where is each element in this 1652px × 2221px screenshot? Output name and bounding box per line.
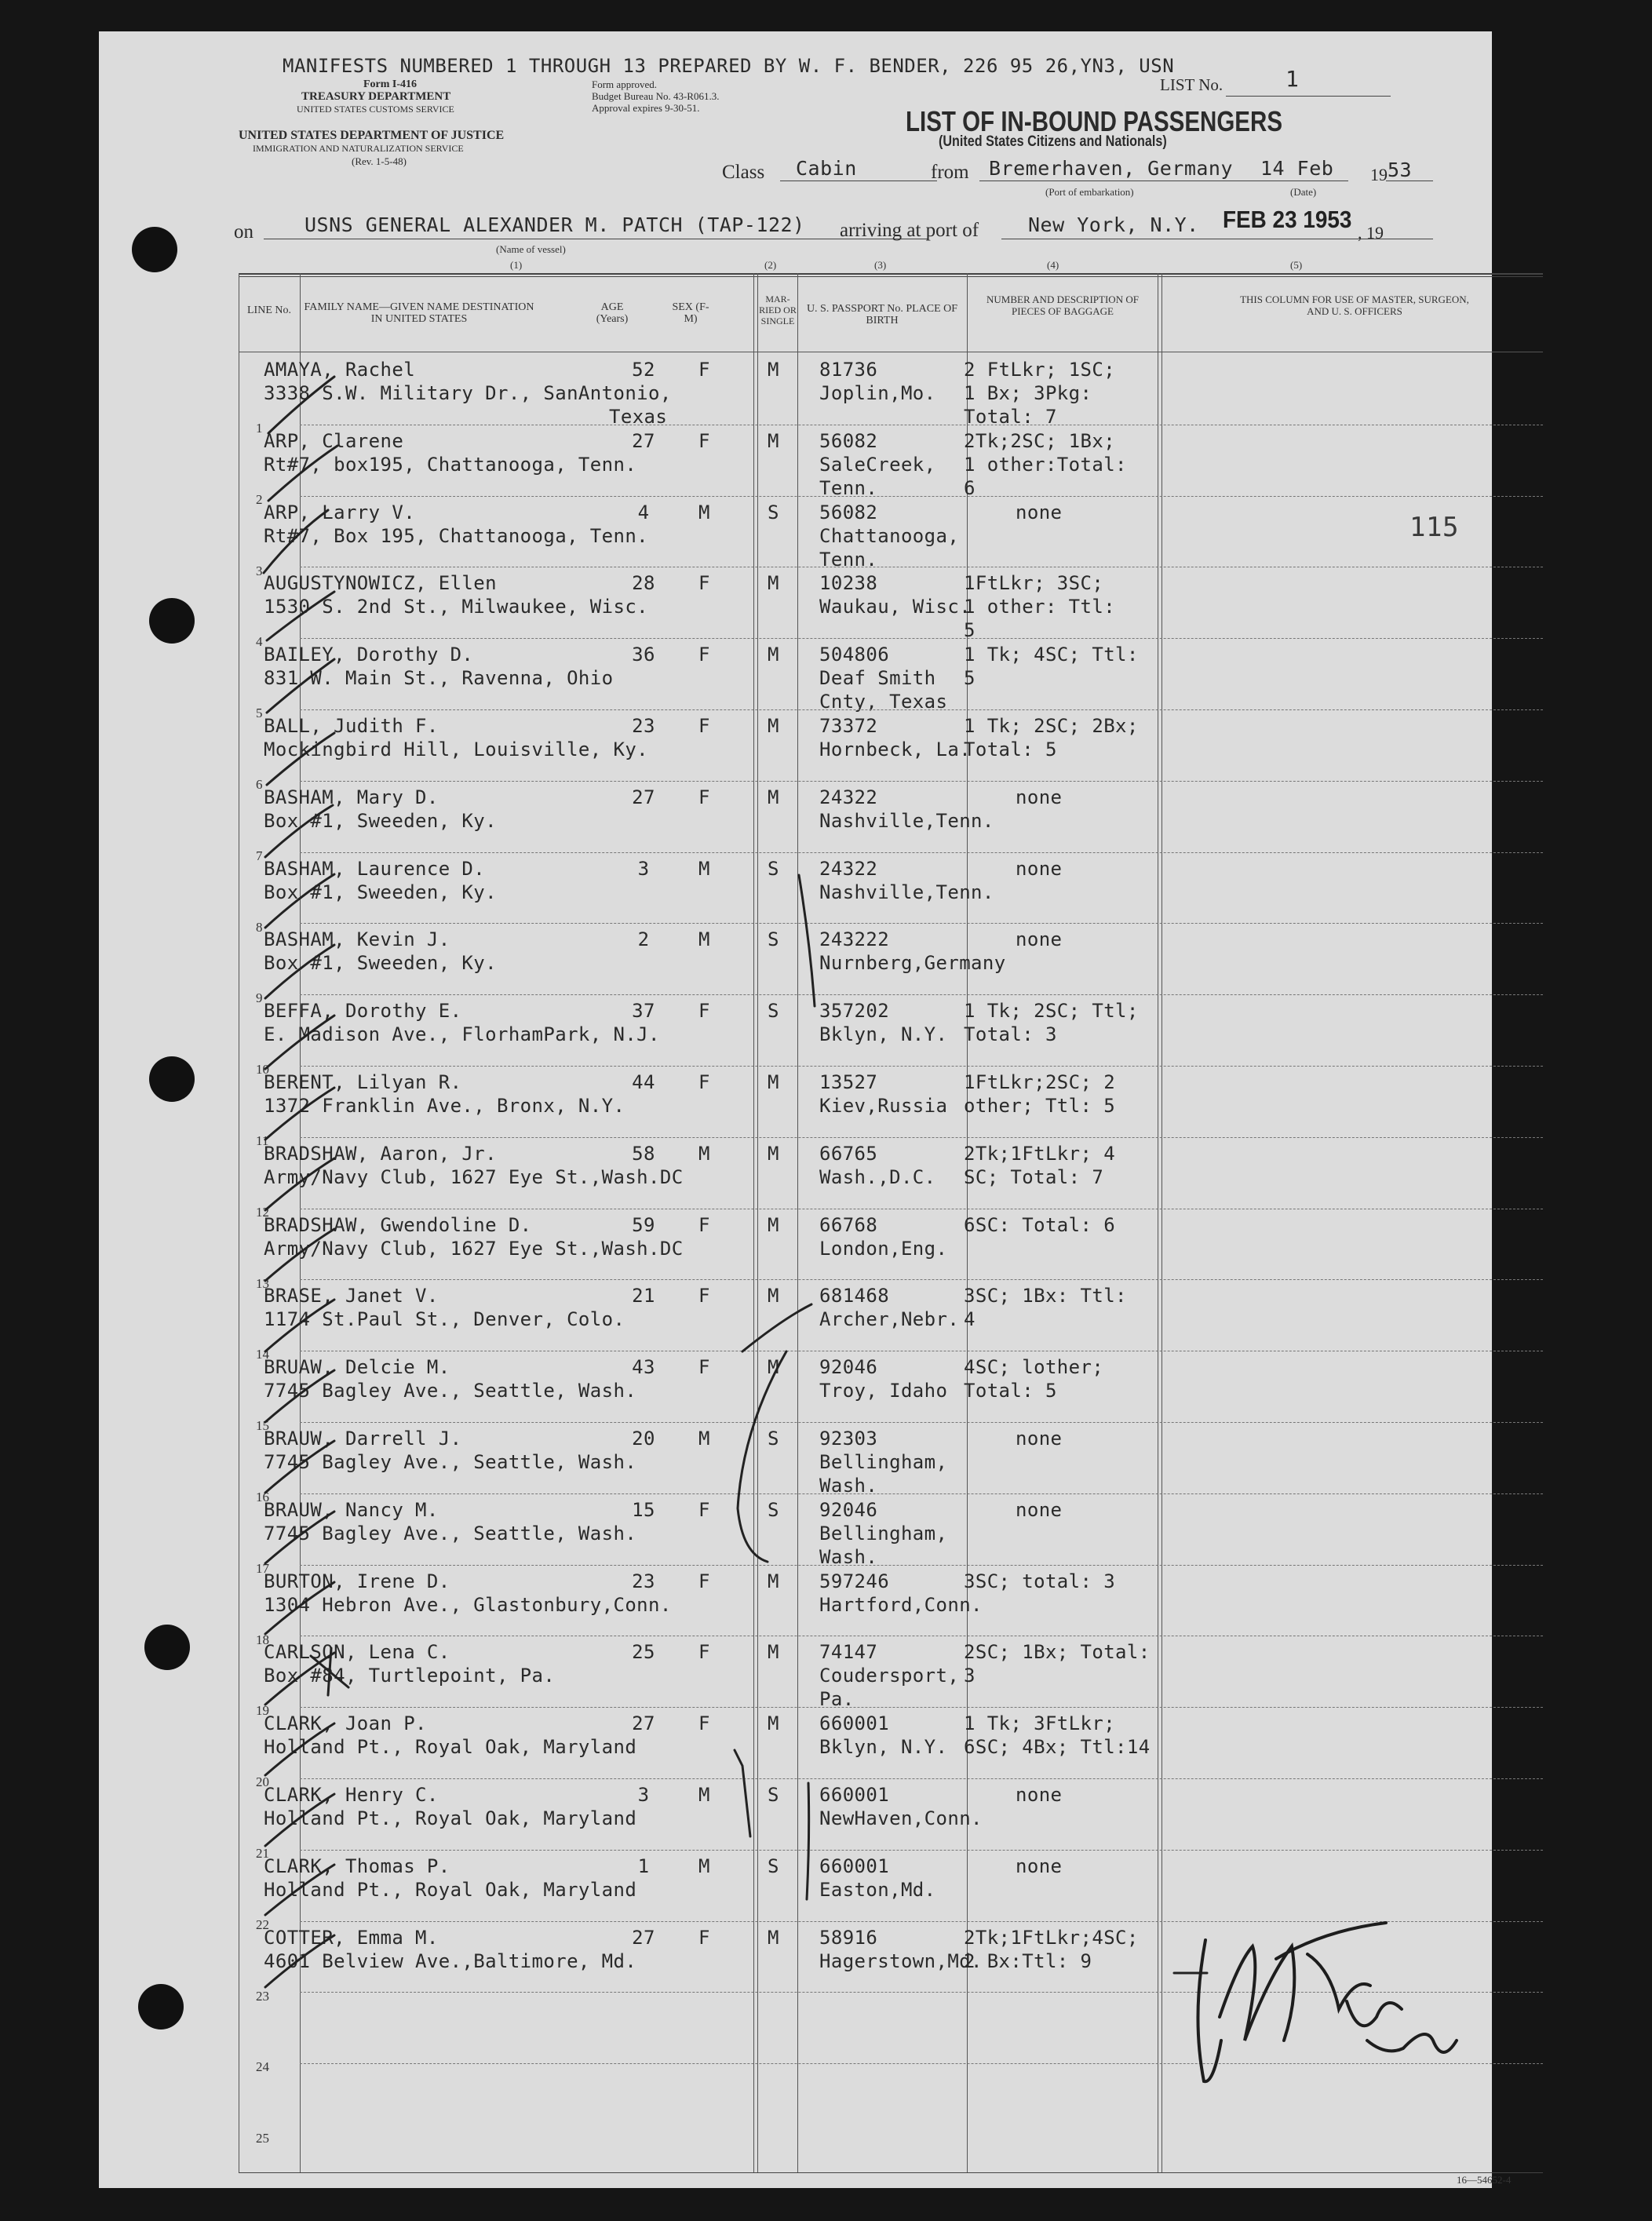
passport-number: 92046: [819, 1498, 878, 1521]
place-of-birth: Bellingham,: [819, 1451, 948, 1473]
destination: 831 W. Main St., Ravenna, Ohio: [264, 667, 614, 690]
marital-status: S: [768, 1428, 779, 1450]
passport-number: 10238: [819, 572, 878, 595]
line-number: 3: [256, 563, 263, 578]
destination: Army/Navy Club, 1627 Eye St.,Wash.DC: [264, 1165, 684, 1188]
passport-number: 81736: [819, 359, 878, 381]
rev-label: (Rev. 1-5-48): [352, 155, 407, 167]
destination: Rt#7, Box 195, Chattanooga, Tenn.: [264, 524, 649, 547]
destination: Holland Pt., Royal Oak, Maryland: [264, 1736, 637, 1759]
place-of-birth-line-2: Pa.: [819, 1688, 855, 1711]
col-num-5: (5): [1290, 259, 1303, 271]
marital-status: M: [768, 1712, 779, 1735]
sex: F: [698, 1712, 710, 1735]
manifest-note: MANIFESTS NUMBERED 1 THROUGH 13 PREPARED BY W. F. BENDER, 226 95 26,YN3, USN: [283, 55, 1175, 77]
passport-number: 660001: [819, 1712, 890, 1735]
age: 52: [632, 359, 655, 381]
place-of-birth: Bklyn, N.Y.: [819, 1736, 948, 1759]
place-of-birth: Easton,Md.: [819, 1878, 936, 1901]
destination: E. Madison Ave., FlorhamPark, N.J.: [264, 1023, 660, 1046]
destination-line-2: Texas: [609, 406, 668, 428]
passenger-name: ARP, Larry V.: [264, 501, 416, 523]
sex: M: [698, 857, 710, 880]
marital-status: M: [768, 1213, 779, 1236]
vessel-name: USNS GENERAL ALEXANDER M. PATCH (TAP-122): [305, 213, 805, 236]
sex: F: [698, 1285, 710, 1307]
date-value: 14 Feb: [1260, 157, 1334, 180]
sex: F: [698, 644, 710, 666]
passport-number: 660001: [819, 1854, 890, 1877]
passenger-name: BRAUW, Nancy M.: [264, 1498, 439, 1521]
destination: 7745 Bagley Ave., Seattle, Wash.: [264, 1451, 637, 1473]
destination: Mockingbird Hill, Louisville, Ky.: [264, 739, 649, 760]
destination: Holland Pt., Royal Oak, Maryland: [264, 1878, 637, 1901]
baggage-line-3: Total: 7: [964, 406, 1057, 428]
place-of-birth-line-2: Tenn.: [819, 548, 878, 571]
destination: Holland Pt., Royal Oak, Maryland: [264, 1807, 637, 1829]
place-of-birth: SaleCreek,: [819, 453, 936, 476]
baggage: 2Tk;2SC; 1Bx;: [964, 429, 1116, 452]
age: 25: [632, 1641, 655, 1664]
destination: Army/Navy Club, 1627 Eye St.,Wash.DC: [264, 1237, 684, 1260]
sex: M: [698, 928, 710, 951]
on-label: on: [234, 221, 253, 243]
footer-code: 16—54652-4: [1457, 2174, 1512, 2186]
marital-status: M: [768, 1071, 779, 1093]
punch-hole: [144, 1625, 190, 1670]
baggage: none: [1016, 928, 1063, 951]
destination: 4601 Belview Ave.,Baltimore, Md.: [264, 1949, 637, 1972]
place-of-birth-line-2: Cnty, Texas: [819, 691, 948, 713]
place-of-birth: Hagerstown,Md.: [819, 1949, 983, 1972]
sex: F: [698, 1570, 710, 1592]
place-of-birth: NewHaven,Conn.: [819, 1807, 983, 1829]
line-number: 9: [256, 990, 263, 1006]
age: 27: [632, 1712, 655, 1735]
line-number: 12: [256, 1204, 269, 1220]
place-of-birth: Bklyn, N.Y.: [819, 1023, 948, 1046]
baggage: 2Tk;1FtLkr; 4: [964, 1142, 1116, 1165]
line-number: 5: [256, 706, 263, 721]
age: 36: [632, 644, 655, 666]
baggage: 2SC; 1Bx; Total:: [964, 1641, 1151, 1664]
passport-number: 24322: [819, 786, 878, 808]
col-header-married: MAR-RIED OR SINGLE: [759, 294, 797, 326]
sex: F: [698, 1000, 710, 1023]
officer-note: 115: [1409, 512, 1459, 543]
line-number: 24: [256, 2059, 269, 2075]
date-caption: (Date): [1290, 186, 1317, 198]
line-number: 11: [256, 1133, 269, 1148]
line-number: 20: [256, 1774, 269, 1790]
destination: Box #1, Sweeden, Ky.: [264, 952, 497, 975]
baggage: 4SC; lother;: [964, 1356, 1104, 1379]
passenger-name: AUGUSTYNOWICZ, Ellen: [264, 572, 497, 595]
sex: M: [698, 501, 710, 523]
passenger-name: BRASE, Janet V.: [264, 1285, 439, 1307]
place-of-birth: Chattanooga,: [819, 524, 960, 547]
destination: 1530 S. 2nd St., Milwaukee, Wisc.: [264, 596, 649, 618]
age: 15: [632, 1498, 655, 1521]
passport-number: 92046: [819, 1356, 878, 1379]
approval-expires: Approval expires 9-30-51.: [592, 102, 700, 114]
place-of-birth: Nashville,Tenn.: [819, 881, 994, 903]
passenger-name: ARP, Clarene: [264, 429, 404, 452]
passenger-name: CLARK, Henry C.: [264, 1784, 439, 1806]
line-number: 2: [256, 491, 263, 507]
treasury-label: TREASURY DEPARTMENT: [301, 90, 451, 103]
place-of-birth: Coudersport,: [819, 1665, 960, 1687]
passport-number: 56082: [819, 501, 878, 523]
place-of-birth: Waukau, Wisc.: [819, 596, 972, 618]
class-value: Cabin: [796, 157, 857, 180]
place-of-birth-line-2: Wash.: [819, 1475, 878, 1497]
line-number: 15: [256, 1418, 269, 1434]
passport-number: 74147: [819, 1641, 878, 1664]
justice-label: UNITED STATES DEPARTMENT OF JUSTICE: [239, 129, 505, 142]
baggage-line-2: 1 other: Ttl:: [964, 596, 1116, 618]
col-header-name: FAMILY NAME—GIVEN NAME DESTINATION IN UNITED STATES: [304, 301, 534, 325]
destination: Box #84, Turtlepoint, Pa.: [264, 1665, 556, 1687]
passenger-name: BEFFA, Dorothy E.: [264, 1000, 462, 1023]
passenger-name: BERENT, Lilyan R.: [264, 1071, 462, 1093]
place-of-birth: Joplin,Mo.: [819, 382, 936, 404]
punch-hole: [132, 227, 177, 272]
passenger-name: BASHAM, Kevin J.: [264, 928, 450, 951]
inspector-signature: [1198, 1923, 1457, 2081]
baggage-line-2: 1 Bx; 3Pkg:: [964, 382, 1092, 404]
place-of-birth: Hartford,Conn.: [819, 1593, 983, 1616]
sex: F: [698, 1926, 710, 1949]
destination: 3338 S.W. Military Dr., SanAntonio,: [264, 382, 672, 404]
baggage-line-2: Total: 5: [964, 1380, 1057, 1402]
baggage-line-2: 5: [964, 667, 976, 690]
baggage-line-2: Total: 3: [964, 1023, 1057, 1046]
baggage: 1FtLkr;2SC; 2: [964, 1071, 1116, 1093]
marital-status: S: [768, 1000, 779, 1023]
line-number: 17: [256, 1560, 269, 1576]
age: 28: [632, 572, 655, 595]
col-header-officers: THIS COLUMN FOR USE OF MASTER, SURGEON, AND U. S. OFFICERS: [1240, 294, 1469, 317]
arrival-port: New York, N.Y.: [1028, 213, 1199, 236]
destination: Rt#7, box195, Chattanooga, Tenn.: [264, 453, 637, 476]
punch-hole: [138, 1984, 184, 2030]
sex: F: [698, 1071, 710, 1093]
col-header-passport: U. S. PASSPORT No. PLACE OF BIRTH: [806, 303, 958, 326]
line-number: 1: [256, 421, 263, 436]
form-approved: Form approved.: [592, 78, 658, 90]
baggage: 1 Tk; 2SC; 2Bx;: [964, 715, 1139, 737]
sex: F: [698, 1498, 710, 1521]
passenger-name: BRAUW, Darrell J.: [264, 1428, 462, 1450]
budget-bureau: Budget Bureau No. 43-R061.3.: [592, 90, 720, 102]
passenger-name: BRADSHAW, Aaron, Jr.: [264, 1142, 497, 1165]
sex: F: [698, 1641, 710, 1664]
sex: M: [698, 1142, 710, 1165]
baggage: none: [1016, 1784, 1063, 1806]
sex: F: [698, 786, 710, 808]
place-of-birth-line-2: Wash.: [819, 1545, 878, 1568]
baggage: none: [1016, 501, 1063, 523]
line-number: 25: [256, 2131, 269, 2146]
sex: F: [698, 1356, 710, 1379]
age: 27: [632, 786, 655, 808]
marital-status: M: [768, 1285, 779, 1307]
place-of-birth: Bellingham,: [819, 1522, 948, 1544]
passenger-name: BALL, Judith F.: [264, 715, 439, 737]
age: 44: [632, 1071, 655, 1093]
sex: M: [698, 1854, 710, 1877]
passenger-name: CLARK, Joan P.: [264, 1712, 427, 1735]
arrival-stamp: FEB 23 1953: [1223, 206, 1352, 233]
marital-status: M: [768, 644, 779, 666]
marital-status: M: [768, 715, 779, 737]
year-prefix: 19: [1370, 165, 1388, 184]
passenger-name: BASHAM, Mary D.: [264, 786, 439, 808]
line-number: 7: [256, 848, 263, 863]
age: 27: [632, 1926, 655, 1949]
marital-status: S: [768, 928, 779, 951]
destination: 7745 Bagley Ave., Seattle, Wash.: [264, 1522, 637, 1544]
year-suffix: 53: [1388, 159, 1413, 181]
from-label: from: [931, 162, 969, 183]
baggage: none: [1016, 1498, 1063, 1521]
baggage-line-2: 4: [964, 1308, 976, 1331]
passport-number: 597246: [819, 1570, 890, 1592]
baggage: 1FtLkr; 3SC;: [964, 572, 1104, 595]
line-number: 14: [256, 1347, 269, 1362]
passport-number: 58916: [819, 1926, 878, 1949]
age: 58: [632, 1142, 655, 1165]
sex: F: [698, 1213, 710, 1236]
sex: F: [698, 429, 710, 452]
passport-number: 243222: [819, 928, 890, 951]
place-of-birth: Hornbeck, La.: [819, 739, 972, 760]
baggage: 1 Tk; 4SC; Ttl:: [964, 644, 1139, 666]
baggage: 2 FtLkr; 1SC;: [964, 359, 1116, 381]
place-of-birth: Archer,Nebr.: [819, 1308, 960, 1331]
age: 3: [637, 857, 650, 880]
baggage: 3SC; 1Bx: Ttl:: [964, 1285, 1127, 1307]
sex: F: [698, 359, 710, 381]
marital-status: M: [768, 786, 779, 808]
marital-status: M: [768, 1641, 779, 1664]
passport-number: 660001: [819, 1784, 890, 1806]
form-number: Form I-416: [363, 78, 418, 90]
destination: 1372 Franklin Ave., Bronx, N.Y.: [264, 1095, 625, 1117]
handwritten-checkmarks: [99, 31, 1492, 2188]
ins-label: IMMIGRATION AND NATURALIZATION SERVICE: [253, 143, 464, 154]
marital-status: M: [768, 1926, 779, 1949]
age: 23: [632, 715, 655, 737]
baggage: 1 Tk; 3FtLkr;: [964, 1712, 1116, 1735]
baggage-line-2: Total: 5: [964, 739, 1057, 760]
baggage: 6SC: Total: 6: [964, 1213, 1116, 1236]
passenger-name: BURTON, Irene D.: [264, 1570, 450, 1592]
passport-number: 357202: [819, 1000, 890, 1023]
embark-caption: (Port of embarkation): [1045, 186, 1134, 198]
destination: 7745 Bagley Ave., Seattle, Wash.: [264, 1380, 637, 1402]
marital-status: M: [768, 359, 779, 381]
passport-number: 681468: [819, 1285, 890, 1307]
marital-status: M: [768, 572, 779, 595]
arriving-label: arriving at port of: [840, 220, 979, 241]
line-number: 16: [256, 1490, 269, 1504]
destination: 1174 St.Paul St., Denver, Colo.: [264, 1308, 625, 1331]
passenger-name: COTTER, Emma M.: [264, 1926, 439, 1949]
marital-status: S: [768, 1784, 779, 1806]
age: 4: [637, 501, 650, 523]
col-header-sex: SEX (F-M): [672, 301, 709, 325]
line-number: 21: [256, 1846, 269, 1861]
passenger-name: CARLSON, Lena C.: [264, 1641, 450, 1664]
line-number: 23: [256, 1988, 269, 2004]
manifest-page: [99, 31, 1512, 2188]
customs-label: UNITED STATES CUSTOMS SERVICE: [297, 104, 454, 115]
baggage: 3SC; total: 3: [964, 1570, 1116, 1592]
baggage: none: [1016, 1428, 1063, 1450]
age: 21: [632, 1285, 655, 1307]
col-num-4: (4): [1047, 259, 1059, 271]
marital-status: S: [768, 857, 779, 880]
passport-number: 92303: [819, 1428, 878, 1450]
baggage-line-3: 6: [964, 476, 976, 499]
from-value: Bremerhaven, Germany: [989, 157, 1234, 180]
list-no: 1: [1285, 66, 1299, 92]
baggage-line-2: other; Ttl: 5: [964, 1095, 1116, 1117]
passenger-name: BRADSHAW, Gwendoline D.: [264, 1213, 532, 1236]
sex: F: [698, 715, 710, 737]
passport-number: 56082: [819, 429, 878, 452]
age: 59: [632, 1213, 655, 1236]
passport-number: 504806: [819, 644, 890, 666]
class-label: Class: [722, 162, 765, 183]
baggage-line-2: SC; Total: 7: [964, 1165, 1104, 1188]
marital-status: S: [768, 501, 779, 523]
age: 3: [637, 1784, 650, 1806]
sex: M: [698, 1428, 710, 1450]
baggage-line-2: 2 Bx:Ttl: 9: [964, 1949, 1092, 1972]
age: 1: [637, 1854, 650, 1877]
marital-status: M: [768, 1142, 779, 1165]
col-num-3: (3): [874, 259, 887, 271]
list-no-label: LIST No.: [1160, 75, 1224, 94]
col-num-1: (1): [510, 259, 523, 271]
destination: 1304 Hebron Ave., Glastonbury,Conn.: [264, 1593, 672, 1616]
form-subtitle: (United States Citizens and Nationals): [939, 133, 1167, 150]
passport-number: 73372: [819, 715, 878, 737]
baggage-line-2: 3: [964, 1665, 976, 1687]
age: 23: [632, 1570, 655, 1592]
passport-number: 66765: [819, 1142, 878, 1165]
marital-status: S: [768, 1854, 779, 1877]
passenger-name: BRUAW, Delcie M.: [264, 1356, 450, 1379]
baggage-line-2: 6SC; 4Bx; Ttl:14: [964, 1736, 1151, 1759]
marital-status: M: [768, 1570, 779, 1592]
baggage: none: [1016, 786, 1063, 808]
passenger-name: BASHAM, Laurence D.: [264, 857, 486, 880]
line-number: 19: [256, 1703, 269, 1719]
form-title: LIST OF IN-BOUND PASSENGERS: [906, 105, 1283, 137]
baggage-line-2: 1 other:Total:: [964, 453, 1127, 476]
destination: Box #1, Sweeden, Ky.: [264, 881, 497, 903]
punch-hole: [149, 598, 195, 644]
marital-status: M: [768, 429, 779, 452]
place-of-birth: Wash.,D.C.: [819, 1165, 936, 1188]
baggage: none: [1016, 857, 1063, 880]
sex: F: [698, 572, 710, 595]
destination: Box #1, Sweeden, Ky.: [264, 809, 497, 832]
passport-number: 66768: [819, 1213, 878, 1236]
age: 37: [632, 1000, 655, 1023]
marital-status: M: [768, 1356, 779, 1379]
baggage: 1 Tk; 2SC; Ttl;: [964, 1000, 1139, 1023]
passport-number: 13527: [819, 1071, 878, 1093]
punch-hole: [149, 1056, 195, 1102]
line-number: 8: [256, 919, 263, 935]
age: 43: [632, 1356, 655, 1379]
passport-number: 24322: [819, 857, 878, 880]
col-header-baggage: NUMBER AND DESCRIPTION OF PIECES OF BAGGAGE: [986, 294, 1139, 317]
line-number: 18: [256, 1632, 269, 1647]
baggage-line-3: 5: [964, 619, 976, 642]
baggage: 2Tk;1FtLkr;4SC;: [964, 1926, 1139, 1949]
marital-status: S: [768, 1498, 779, 1521]
line-number: 6: [256, 777, 263, 792]
col-header-line-no: LINE No.: [247, 305, 291, 316]
line-number: 22: [256, 1916, 269, 1932]
col-num-2: (2): [764, 259, 777, 271]
line-number: 13: [256, 1275, 269, 1291]
line-number: 10: [256, 1062, 269, 1078]
place-of-birth-line-2: Tenn.: [819, 476, 878, 499]
passenger-name: AMAYA, Rachel: [264, 359, 416, 381]
place-of-birth: Nurnberg,Germany: [819, 952, 1006, 975]
sex: M: [698, 1784, 710, 1806]
vessel-caption: (Name of vessel): [496, 243, 566, 255]
place-of-birth: Troy, Idaho: [819, 1380, 948, 1402]
age: 20: [632, 1428, 655, 1450]
place-of-birth: Nashville,Tenn.: [819, 809, 994, 832]
age: 27: [632, 429, 655, 452]
passenger-name: BAILEY, Dorothy D.: [264, 644, 474, 666]
place-of-birth: Kiev,Russia: [819, 1095, 948, 1117]
baggage: none: [1016, 1854, 1063, 1877]
passenger-name: CLARK, Thomas P.: [264, 1854, 450, 1877]
age: 2: [637, 928, 650, 951]
line-number: 4: [256, 634, 263, 650]
place-of-birth: Deaf Smith: [819, 667, 936, 690]
arrival-year: , 19: [1358, 223, 1384, 243]
col-header-age: AGE (Years): [596, 301, 629, 325]
place-of-birth: London,Eng.: [819, 1237, 948, 1260]
